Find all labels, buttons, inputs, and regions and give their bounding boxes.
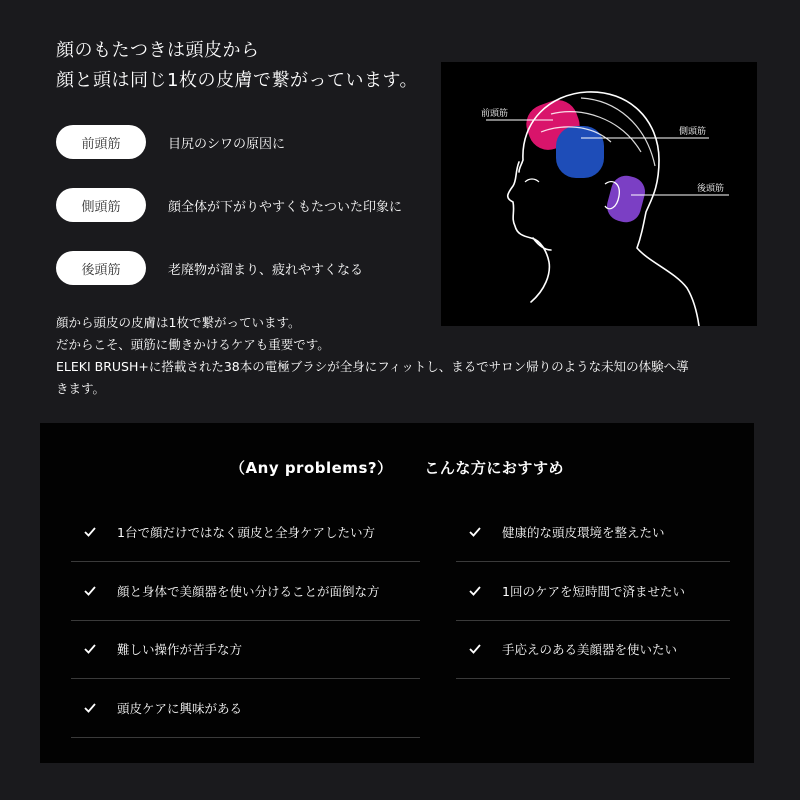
check-icon xyxy=(83,701,97,715)
occipital-muscle-blob xyxy=(604,172,649,225)
muscle-row-temporal xyxy=(56,188,402,222)
body-text-line-4: きます。 xyxy=(56,381,106,396)
panel-title xyxy=(40,457,754,478)
check-icon xyxy=(83,642,97,656)
check-item xyxy=(71,562,420,621)
check-icon xyxy=(83,584,97,598)
label-occipital: 後頭筋 xyxy=(697,184,725,194)
muscle-row-frontal xyxy=(56,125,285,159)
muscle-pill-frontal: 前頭筋 xyxy=(56,125,146,159)
muscle-desc-temporal: 顔全体が下がりやすくもたついた印象に xyxy=(168,199,403,215)
label-temporal: 側頭筋 xyxy=(679,127,707,137)
check-label: 頭皮ケアに興味がある xyxy=(117,701,243,716)
check-item xyxy=(456,503,730,562)
check-item xyxy=(71,503,420,562)
check-label: 手応えのある美顔器を使いたい xyxy=(502,642,678,657)
check-icon xyxy=(468,584,482,598)
check-label: 難しい操作が苦手な方 xyxy=(117,642,243,657)
headline-line-1: 顔のもたつきは頭皮から xyxy=(56,40,260,61)
muscle-pill-occipital: 後頭筋 xyxy=(56,251,146,285)
muscle-desc-frontal: 目尻のシワの原因に xyxy=(168,136,286,152)
check-icon xyxy=(468,525,482,539)
headline-line-2: 顔と頭は同じ1枚の皮膚で繋がっています。 xyxy=(56,70,419,91)
check-label: 顔と身体で美顔器を使い分けることが面倒な方 xyxy=(117,584,380,599)
recommendation-panel xyxy=(40,423,754,763)
head-muscle-illustration xyxy=(441,62,757,326)
body-text xyxy=(56,312,726,400)
body-text-line-1: 顔から頭皮の皮膚は1枚で繋がっています。 xyxy=(56,315,301,330)
check-item xyxy=(71,620,420,679)
eye-detail xyxy=(525,179,539,182)
panel-title-ja: こんな方におすすめ xyxy=(424,459,564,477)
check-label: 健康的な頭皮環境を整えたい xyxy=(502,525,665,540)
muscle-row-occipital xyxy=(56,251,363,285)
check-label: 1台で顔だけではなく頭皮と全身ケアしたい方 xyxy=(117,525,375,540)
check-icon xyxy=(468,642,482,656)
body-text-line-2: だからこそ、頭筋に働きかけるケアも重要です。 xyxy=(56,337,330,352)
muscle-desc-occipital: 老廃物が溜まり、疲れやすくなる xyxy=(168,262,364,278)
label-frontal: 前頭筋 xyxy=(481,109,509,119)
check-item xyxy=(456,620,730,679)
check-icon xyxy=(83,525,97,539)
check-item xyxy=(71,679,420,738)
headline xyxy=(56,36,418,96)
panel-title-en: （Any problems?） xyxy=(230,459,393,477)
muscle-pill-temporal: 側頭筋 xyxy=(56,188,146,222)
temporal-muscle-blob xyxy=(556,126,604,178)
body-text-line-3: ELEKI BRUSH+に搭載された38本の電極ブラシが全身にフィットし、まるでサロン帰りのような未知の体験へ導 xyxy=(56,359,689,374)
check-item xyxy=(456,562,730,621)
check-label: 1回のケアを短時間で済ませたい xyxy=(502,584,685,599)
